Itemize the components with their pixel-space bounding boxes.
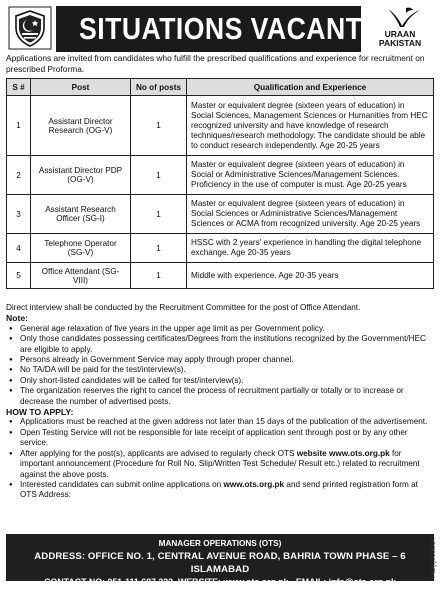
text-segment: Interested candidates can submit online applications on	[20, 479, 224, 489]
table-row	[7, 96, 434, 156]
notes-list	[6, 324, 434, 407]
table-row	[7, 195, 434, 234]
cell-sn: 5	[7, 263, 31, 289]
cell-post: Office Attendant (SG-VIII)	[31, 263, 131, 289]
intro-paragraph: Applications are invited from candidates who fulfill the prescribed qualifications and experience for recruitment on prescribed Proforma.	[6, 53, 425, 74]
body-text	[6, 303, 434, 501]
list-item: ● Only short-listed candidates will be called for test/interview(s).	[6, 376, 434, 386]
cell-post: Assistant Director PDP (OG-V)	[31, 156, 131, 195]
cell-qualification: HSSC with 2 years' experience in handling the digital telephone exchange. Age 20-35 years	[187, 234, 434, 263]
ad-code	[418, 530, 437, 580]
cell-sn: 4	[7, 234, 31, 263]
list-item: ● General age relaxation of five years in the upper age limit as per Government policy.	[6, 324, 434, 334]
table-row	[7, 234, 434, 263]
ots-online-link[interactable]: www.ots.org.pk	[223, 479, 285, 489]
cell-qualification: Middle with experience. Age 20-35 years	[187, 263, 434, 289]
ad-code-text: PID(I)3105/24	[430, 537, 437, 578]
text-segment: After applying for the post(s), applicants are advised to regularly check OTS	[20, 448, 297, 458]
cell-sn: 2	[7, 156, 31, 195]
footer-address: ADDRESS: OFFICE NO. 1, CENTRAL AVENUE ROAD, BAHRIA TOWN PHASE – 6 ISLAMABAD	[34, 551, 406, 575]
contact-footer	[6, 534, 434, 587]
cell-post: Assistant Director Research (OG-V)	[31, 96, 131, 156]
column-header-posts-count: No of posts	[131, 79, 187, 96]
note-heading: Note:	[6, 313, 28, 324]
table-row	[7, 263, 434, 289]
table-header-row	[7, 79, 434, 96]
ots-website-link[interactable]: website www.ots.org.pk	[296, 448, 390, 458]
cell-qualification: Master or equivalent degree (sixteen years of education) in Social Sciences, Management Sciences or Humanities from HEC recognized university and have knowledge of research techniques/research methodology. The candidate should be able to conduct research independently. Age 20-25 years	[187, 96, 434, 156]
column-header-sn: S #	[7, 79, 31, 96]
how-to-apply-list	[6, 417, 434, 500]
list-item: ● Open Testing Service will not be responsible for late receipt of application sent through post or by any other service.	[6, 428, 434, 449]
cell-qualification: Master or equivalent degree (sixteen years of education) in Social Sciences or Administrative Sciences/Management Sciences or ACMA from recognized university. Age 20-25 years	[187, 195, 434, 234]
cell-qualification: Master or equivalent degree (sixteen years of education) in Social or Administrative Sciences/Management Sciences. Proficiency in the use of computer is must. Age 20-25 years	[187, 156, 434, 195]
cell-post: Telephone Operator (SG-V)	[31, 234, 131, 263]
column-header-post: Post	[31, 79, 131, 96]
cell-sn: 1	[7, 96, 31, 156]
list-item: ● Only those candidates possessing certificates/Degrees from the institutions recognized by the Government/HEC are eligible to apply.	[6, 334, 434, 355]
posts-table	[6, 78, 434, 289]
header	[6, 5, 434, 52]
list-item	[6, 480, 434, 501]
uraan-bird-icon	[366, 5, 434, 30]
list-item	[6, 449, 434, 480]
text-segment: for important announcement (Procedure for Roll No. Slip/Written Test Schedule/ Result etc.) related to recruitment against the above posts.	[20, 448, 420, 479]
list-item: ● Persons already in Government Service may apply through proper channel.	[6, 355, 434, 365]
direct-interview-text: Direct interview shall be conducted by the Recruitment Committee for the post of Office Attendant.	[6, 303, 361, 312]
cell-count: 1	[131, 156, 187, 195]
footer-manager: MANAGER OPERATIONS (OTS)	[158, 539, 282, 548]
text-segment: and send printed registration form at OTS Address:	[20, 479, 418, 500]
page-title: SITUATIONS VACANT	[56, 6, 361, 52]
cell-count: 1	[131, 195, 187, 234]
government-emblem-icon	[8, 6, 52, 50]
footer-contact: CONTACT NO: 051-111 687 222, WEBSITE: www.ots.org.pk , EMAIL: info@ots.org.pk	[44, 577, 396, 587]
table-row	[7, 156, 434, 195]
cell-count: 1	[131, 96, 187, 156]
cell-sn: 3	[7, 195, 31, 234]
cell-count: 1	[131, 263, 187, 289]
list-item: ● The organization reserves the right to cancel the process of recruitment partially or totally or to increase or decrease the number of advertised posts.	[6, 386, 434, 407]
list-item: ● No TA/DA will be paid for the test/interview(s).	[6, 365, 434, 375]
column-header-qualification: Qualification and Experience	[187, 79, 434, 96]
cell-count: 1	[131, 234, 187, 263]
uraan-pakistan-logo	[366, 5, 434, 52]
cell-post: Assistant Research Officer (SG-I)	[31, 195, 131, 234]
how-to-apply-heading: HOW TO APPLY:	[6, 407, 74, 418]
logo-text-uraan: URAAN	[384, 29, 416, 39]
logo-text-pakistan: PAKISTAN	[378, 38, 422, 48]
list-item: ● Applications must be reached at the given address not later than 15 days of the publication of the advertisement.	[6, 417, 434, 427]
